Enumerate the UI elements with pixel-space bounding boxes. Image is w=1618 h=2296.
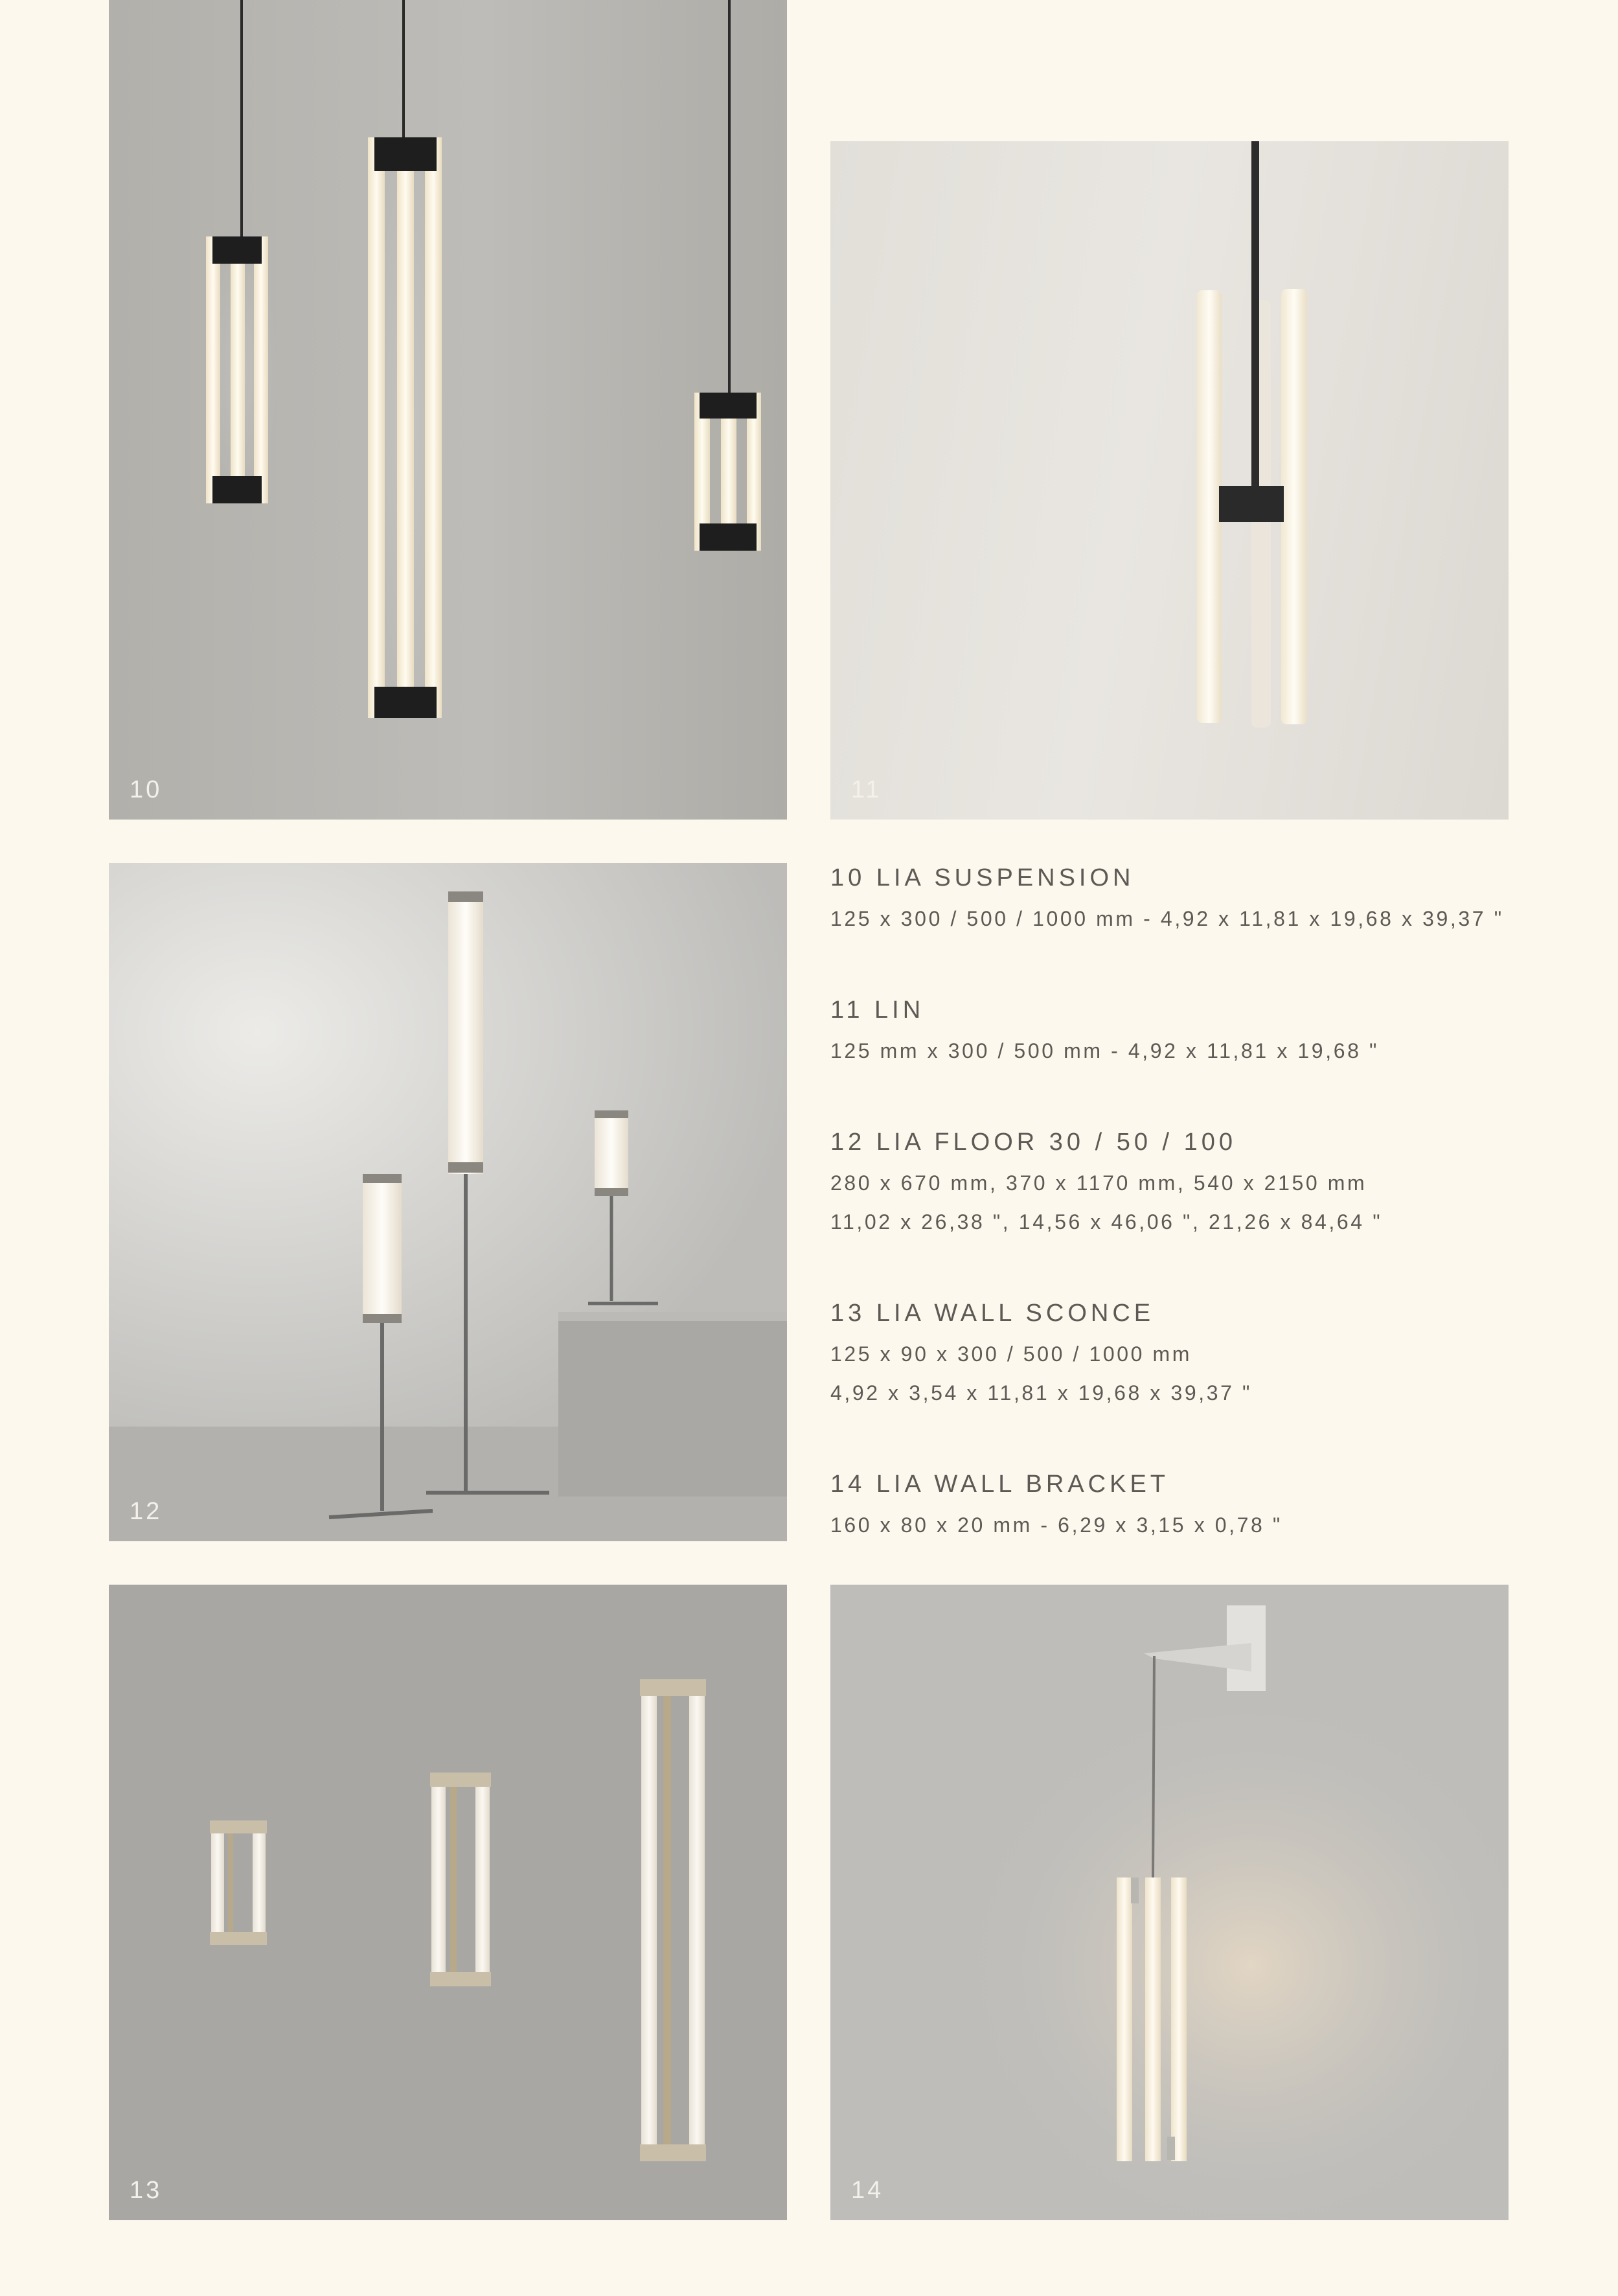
lia-floor-illustration bbox=[109, 863, 787, 1541]
spec-title: 14 LIA WALL BRACKET bbox=[830, 1471, 1170, 1498]
photo-lin bbox=[830, 141, 1509, 820]
spec-title: 10 LIA SUSPENSION bbox=[830, 864, 1135, 891]
photo-number: 10 bbox=[130, 776, 163, 803]
photo-lia-wall-sconce bbox=[109, 1585, 787, 2220]
lin-illustration bbox=[830, 141, 1509, 820]
spec-lia-floor bbox=[830, 1125, 1543, 1244]
spec-dimensions-mm: 125 x 90 x 300 / 500 / 1000 mm bbox=[830, 1342, 1192, 1366]
spec-lia-wall-bracket bbox=[830, 1467, 1543, 1547]
spec-lia-suspension bbox=[830, 860, 1543, 941]
spec-dimensions-inch: 11,02 x 26,38 ", 14,56 x 46,06 ", 21,26 x 84,64 " bbox=[830, 1210, 1383, 1234]
photo-number: 12 bbox=[130, 1498, 163, 1525]
lia-wall-bracket-illustration bbox=[830, 1585, 1509, 2220]
spec-lin bbox=[830, 993, 1543, 1073]
lia-suspension-illustration bbox=[109, 0, 787, 820]
lia-wall-sconce-illustration bbox=[109, 1585, 787, 2220]
spec-dimensions-inch: 4,92 x 3,54 x 11,81 x 19,68 x 39,37 " bbox=[830, 1381, 1252, 1405]
photo-number: 11 bbox=[851, 776, 882, 803]
spec-dimensions-mm: 280 x 670 mm, 370 x 1170 mm, 540 x 2150 mm bbox=[830, 1171, 1367, 1195]
spec-dimensions: 160 x 80 x 20 mm - 6,29 x 3,15 x 0,78 " bbox=[830, 1513, 1282, 1537]
specifications-list bbox=[830, 860, 1543, 1599]
spec-dimensions: 125 x 300 / 500 / 1000 mm - 4,92 x 11,81 x 19,68 x 39,37 " bbox=[830, 907, 1504, 930]
spec-title: 11 LIN bbox=[830, 996, 925, 1024]
spec-title: 13 LIA WALL SCONCE bbox=[830, 1300, 1155, 1327]
photo-number: 13 bbox=[130, 2177, 163, 2204]
spec-lia-wall-sconce bbox=[830, 1296, 1543, 1415]
photo-lia-wall-bracket bbox=[830, 1585, 1509, 2220]
spec-title: 12 LIA FLOOR 30 / 50 / 100 bbox=[830, 1129, 1237, 1156]
photo-number: 14 bbox=[851, 2177, 884, 2204]
photo-lia-floor bbox=[109, 863, 787, 1541]
spec-dimensions: 125 mm x 300 / 500 mm - 4,92 x 11,81 x 19,68 " bbox=[830, 1039, 1379, 1062]
photo-lia-suspension bbox=[109, 0, 787, 820]
